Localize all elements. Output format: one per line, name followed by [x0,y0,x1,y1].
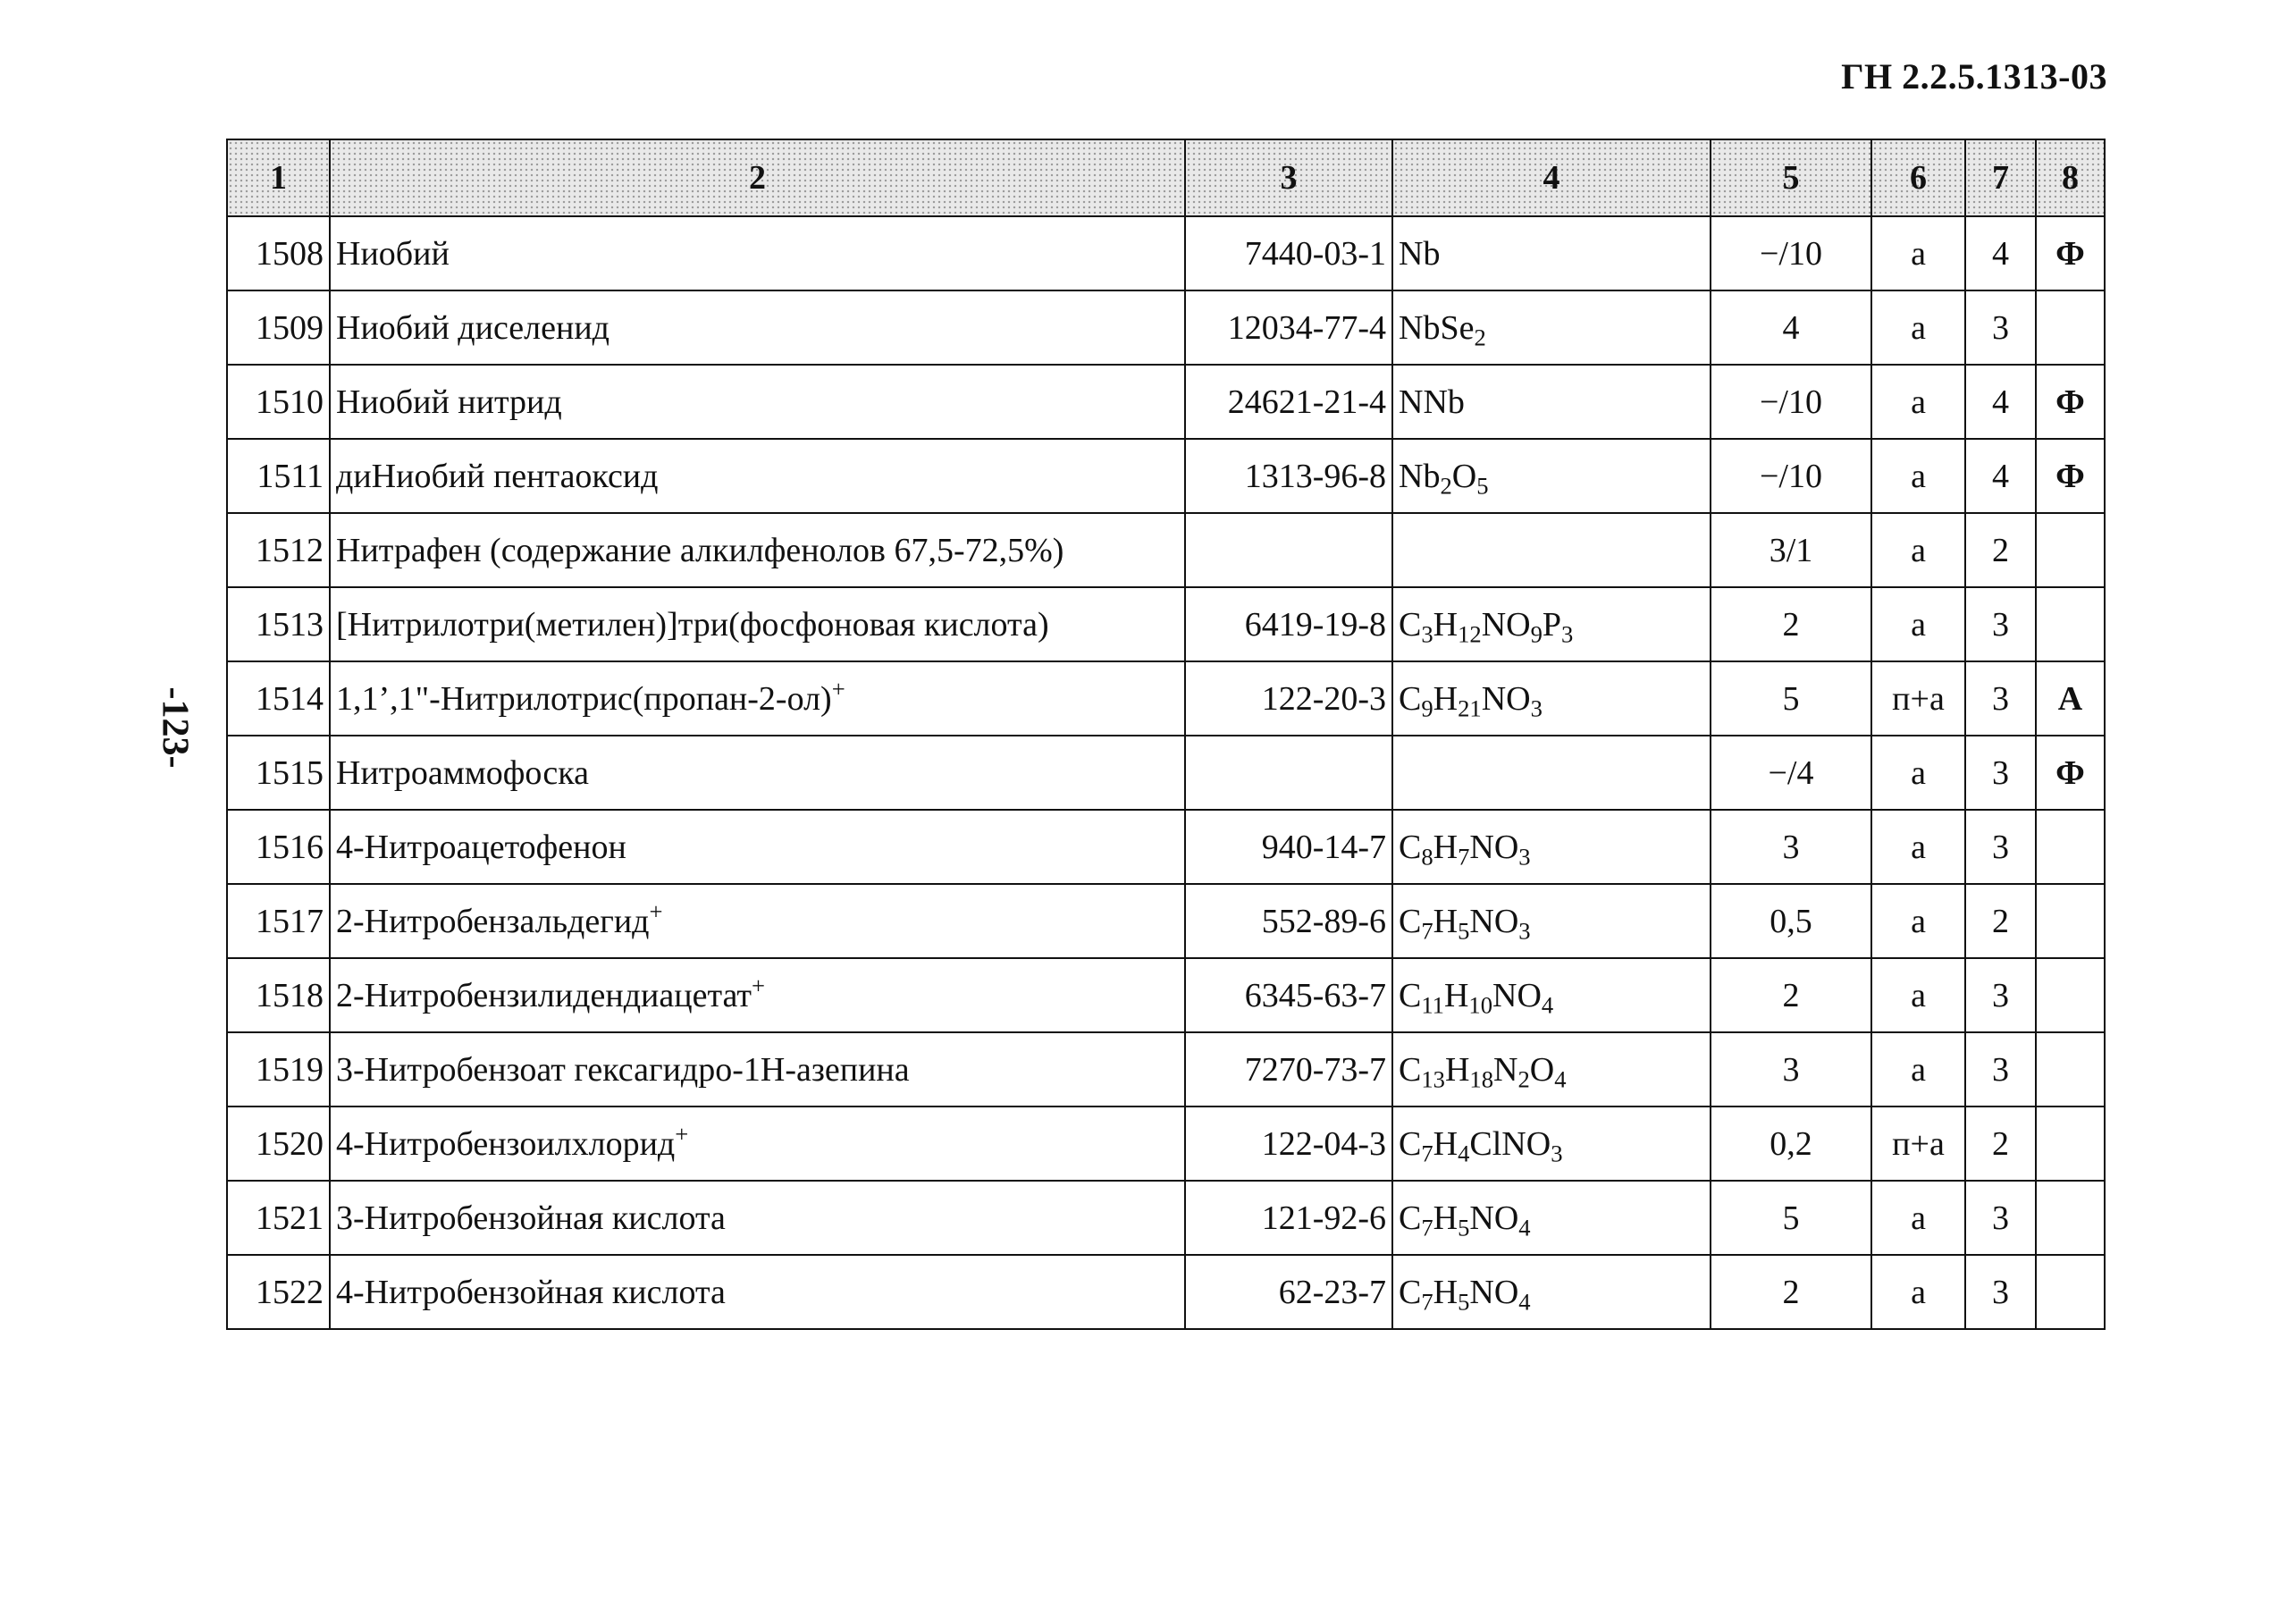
hazard-class: 4 [1965,439,2036,513]
header-col-1: 1 [227,139,330,216]
table-row [227,587,2105,661]
table-row [227,958,2105,1032]
effect-note [2036,1107,2105,1181]
substance-name: Нитрафен (содержание алкилфенолов 67,5-72,5%) [330,513,1185,587]
effect-note [2036,958,2105,1032]
aggregate-state: а [1871,587,1965,661]
aggregate-state: а [1871,513,1965,587]
exposure-limit: 2 [1711,1255,1871,1329]
exposure-limit: −/4 [1711,736,1871,810]
row-number: 1514 [227,661,330,736]
effect-note [2036,290,2105,365]
effect-note [2036,1032,2105,1107]
aggregate-state: а [1871,736,1965,810]
effect-note [2036,513,2105,587]
substance-name: Нитроаммофоска [330,736,1185,810]
effect-note [2036,810,2105,884]
chemical-formula: $Nb_2O_5$ [1392,439,1711,513]
table-row [227,216,2105,290]
chemical-formula: $C_7H_5NO_3$ [1392,884,1711,958]
substance-name: 3-Нитробензойная кислота [330,1181,1185,1255]
hazard-class: 2 [1965,1107,2036,1181]
cas-number: 7270-73-7 [1185,1032,1392,1107]
document-code: ГН 2.2.5.1313-03 [1841,56,2107,97]
exposure-limit: 3 [1711,810,1871,884]
cas-number: 12034-77-4 [1185,290,1392,365]
chemical-formula: $C_7H_5NO_4$ [1392,1181,1711,1255]
chemical-formula [1392,513,1711,587]
exposure-limit: 0,2 [1711,1107,1871,1181]
row-number: 1516 [227,810,330,884]
row-number: 1510 [227,365,330,439]
row-number: 1509 [227,290,330,365]
chemical-formula [1392,736,1711,810]
chemical-formula: $C_{11}H_{10}NO_4$ [1392,958,1711,1032]
cas-number: 7440-03-1 [1185,216,1392,290]
aggregate-state: а [1871,1181,1965,1255]
effect-note: Ф [2036,365,2105,439]
cas-number: 24621-21-4 [1185,365,1392,439]
header-col-7: 7 [1965,139,2036,216]
row-number: 1515 [227,736,330,810]
cas-number: 6419-19-8 [1185,587,1392,661]
aggregate-state: а [1871,365,1965,439]
cas-number: 940-14-7 [1185,810,1392,884]
table-row [227,439,2105,513]
substances-table [226,139,2106,1330]
cas-number: 121-92-6 [1185,1181,1392,1255]
chemical-formula: $C_3H_{12}NO_9P_3$ [1392,587,1711,661]
exposure-limit: −/10 [1711,216,1871,290]
hazard-class: 3 [1965,810,2036,884]
chemical-formula: NNb [1392,365,1711,439]
chemical-formula: NbSe$_2$ [1392,290,1711,365]
chemical-formula: $C_8H_7NO_3$ [1392,810,1711,884]
header-col-2: 2 [330,139,1185,216]
chemical-formula: $C_7H_5NO_4$ [1392,1255,1711,1329]
table-row [227,365,2105,439]
aggregate-state: а [1871,216,1965,290]
hazard-class: 3 [1965,587,2036,661]
aggregate-state: а [1871,810,1965,884]
substance-name: Ниобий диселенид [330,290,1185,365]
effect-note [2036,587,2105,661]
row-number: 1508 [227,216,330,290]
table-row [227,810,2105,884]
exposure-limit: 5 [1711,661,1871,736]
exposure-limit: −/10 [1711,439,1871,513]
cas-number: 6345-63-7 [1185,958,1392,1032]
row-number: 1519 [227,1032,330,1107]
row-number: 1521 [227,1181,330,1255]
row-number: 1511 [227,439,330,513]
substance-name: Ниобий [330,216,1185,290]
chemical-formula: $C_9H_{21}NO_3$ [1392,661,1711,736]
exposure-limit: 2 [1711,958,1871,1032]
effect-note: А [2036,661,2105,736]
substance-name: 2-Нитробензилидендиацетат+ [330,958,1185,1032]
exposure-limit: 4 [1711,290,1871,365]
row-number: 1518 [227,958,330,1032]
exposure-limit: 3 [1711,1032,1871,1107]
hazard-class: 3 [1965,661,2036,736]
effect-note: Ф [2036,216,2105,290]
header-col-3: 3 [1185,139,1392,216]
table-row [227,1032,2105,1107]
exposure-limit: 2 [1711,587,1871,661]
hazard-class: 3 [1965,1032,2036,1107]
hazard-class: 3 [1965,958,2036,1032]
header-col-8: 8 [2036,139,2105,216]
effect-note: Ф [2036,439,2105,513]
table-row [227,884,2105,958]
cas-number: 62-23-7 [1185,1255,1392,1329]
table-row [227,1255,2105,1329]
page-number: -123- [154,686,196,769]
chemical-formula: $C_7H_4ClNO_3$ [1392,1107,1711,1181]
hazard-class: 4 [1965,216,2036,290]
hazard-class: 3 [1965,1181,2036,1255]
table-header-row [227,139,2105,216]
table-body [227,216,2105,1329]
header-col-5: 5 [1711,139,1871,216]
hazard-class: 2 [1965,884,2036,958]
cas-number: 122-20-3 [1185,661,1392,736]
aggregate-state: п+а [1871,661,1965,736]
aggregate-state: п+а [1871,1107,1965,1181]
header-col-4: 4 [1392,139,1711,216]
substance-name: 3-Нитробензоат гексагидро-1Н-азепина [330,1032,1185,1107]
effect-note [2036,1255,2105,1329]
substance-name: диНиобий пентаоксид [330,439,1185,513]
hazard-class: 3 [1965,290,2036,365]
cas-number: 122-04-3 [1185,1107,1392,1181]
aggregate-state: а [1871,439,1965,513]
exposure-limit: 0,5 [1711,884,1871,958]
table-row [227,1181,2105,1255]
row-number: 1512 [227,513,330,587]
row-number: 1520 [227,1107,330,1181]
hazard-class: 3 [1965,1255,2036,1329]
substance-name: 4-Нитроацетофенон [330,810,1185,884]
substance-name: 2-Нитробензальдегид+ [330,884,1185,958]
table-row [227,290,2105,365]
chemical-formula: Nb [1392,216,1711,290]
table-row [227,736,2105,810]
hazard-class: 2 [1965,513,2036,587]
exposure-limit: 5 [1711,1181,1871,1255]
aggregate-state: а [1871,1032,1965,1107]
header-col-6: 6 [1871,139,1965,216]
exposure-limit: 3/1 [1711,513,1871,587]
row-number: 1517 [227,884,330,958]
row-number: 1513 [227,587,330,661]
effect-note [2036,884,2105,958]
aggregate-state: а [1871,884,1965,958]
aggregate-state: а [1871,290,1965,365]
cas-number: 552-89-6 [1185,884,1392,958]
chemical-formula: $C_{13}H_{18}N_2O_4$ [1392,1032,1711,1107]
aggregate-state: а [1871,958,1965,1032]
table-row [227,1107,2105,1181]
table-row [227,661,2105,736]
exposure-limit: −/10 [1711,365,1871,439]
cas-number [1185,513,1392,587]
effect-note [2036,1181,2105,1255]
substance-name: 1,1’,1"-Нитрилотрис(пропан-2-ол)+ [330,661,1185,736]
row-number: 1522 [227,1255,330,1329]
aggregate-state: а [1871,1255,1965,1329]
substance-name: 4-Нитробензойная кислота [330,1255,1185,1329]
cas-number: 1313-96-8 [1185,439,1392,513]
hazard-class: 4 [1965,365,2036,439]
substance-name: Ниобий нитрид [330,365,1185,439]
effect-note: Ф [2036,736,2105,810]
substance-name: [Нитрилотри(метилен)]три(фосфоновая кислота) [330,587,1185,661]
cas-number [1185,736,1392,810]
table-row [227,513,2105,587]
hazard-class: 3 [1965,736,2036,810]
substance-name: 4-Нитробензоилхлорид+ [330,1107,1185,1181]
